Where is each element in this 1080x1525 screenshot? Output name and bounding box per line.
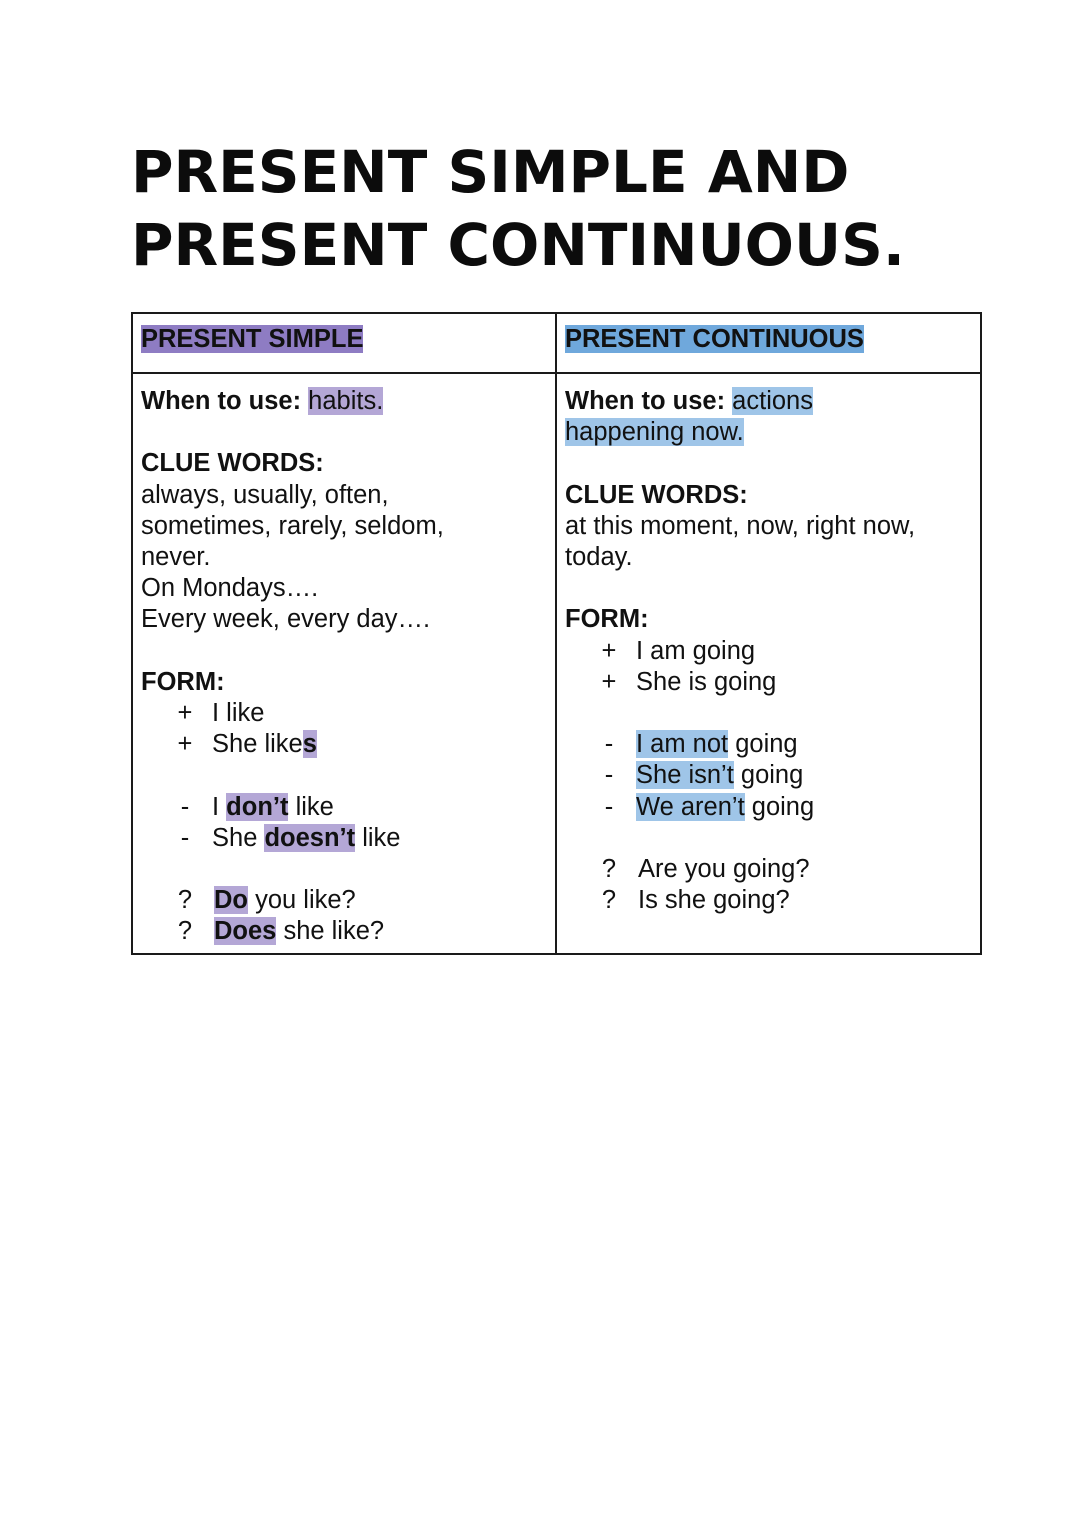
question-mark: ? <box>177 886 193 915</box>
table-header-row <box>132 313 981 373</box>
simple-when-value: habits. <box>308 387 384 415</box>
minus-mark: - <box>604 730 614 759</box>
simple-when-label: When to use: <box>141 387 302 415</box>
minus-mark: - <box>180 823 190 852</box>
question-mark: ? <box>601 854 617 883</box>
question-mark: ? <box>601 886 617 915</box>
simple-when-to-use <box>141 386 547 417</box>
simple-clue-line: always, usually, often, <box>141 480 389 509</box>
continuous-when-to-use <box>565 386 972 417</box>
continuous-question-item: ? Is she going? <box>565 885 972 916</box>
minus-mark: - <box>604 792 614 821</box>
simple-question-item: ? Does she like? <box>141 916 547 947</box>
simple-positive-item: + She likes <box>141 729 547 760</box>
plus-mark: + <box>601 667 617 696</box>
minus-mark: - <box>604 761 614 790</box>
title-line-2: PRESENT CONTINUOUS. <box>131 211 905 279</box>
simple-negative-item: - I don’t like <box>141 792 547 823</box>
header-cell-present-continuous <box>556 313 981 373</box>
continuous-when-label: When to use: <box>565 387 726 415</box>
present-simple-cell <box>132 373 556 954</box>
simple-negative-item: - She doesn’t like <box>141 823 547 854</box>
present-continuous-heading: PRESENT CONTINUOUS <box>565 325 864 353</box>
header-cell-present-simple <box>132 313 556 373</box>
continuous-when-value-cont: happening now. <box>565 418 744 447</box>
continuous-clue-words-label: CLUE WORDS: <box>565 480 748 509</box>
plus-mark: + <box>601 636 617 665</box>
simple-clue-line: sometimes, rarely, seldom, <box>141 511 444 540</box>
title-line-1: PRESENT SIMPLE AND <box>131 138 850 206</box>
simple-question-item: ? Do you like? <box>141 885 547 916</box>
simple-form-label: FORM: <box>141 667 225 696</box>
continuous-clue-line: today. <box>565 543 633 571</box>
present-simple-heading: PRESENT SIMPLE <box>141 325 364 353</box>
spacer <box>141 636 547 667</box>
continuous-negative-item: - She isn’t going <box>565 760 972 791</box>
spacer <box>565 573 972 604</box>
plus-mark: + <box>177 730 193 759</box>
present-continuous-cell <box>556 373 981 954</box>
plus-mark: + <box>177 699 193 727</box>
spacer <box>141 854 547 885</box>
continuous-question-item: ? Are you going? <box>565 854 972 885</box>
spacer <box>141 417 547 448</box>
spacer <box>565 698 972 729</box>
simple-clue-line: Every week, every day…. <box>141 605 431 634</box>
continuous-negative-item: - I am not going <box>565 729 972 760</box>
continuous-clue-line: at this moment, now, right now, <box>565 511 916 540</box>
continuous-positive-item: + I am going <box>565 636 972 667</box>
continuous-when-value: actions <box>732 387 813 415</box>
question-mark: ? <box>177 917 193 946</box>
simple-clue-words-label: CLUE WORDS: <box>141 449 324 478</box>
simple-clue-line: On Mondays…. <box>141 574 319 603</box>
spacer <box>565 823 972 854</box>
continuous-negative-item: - We aren’t going <box>565 792 972 823</box>
table-body-row <box>132 373 981 954</box>
continuous-positive-item: + She is going <box>565 667 972 698</box>
continuous-form-label: FORM: <box>565 605 649 634</box>
spacer <box>565 448 972 479</box>
simple-positive-item: + I like <box>141 698 547 729</box>
minus-mark: - <box>180 792 190 821</box>
spacer <box>141 760 547 791</box>
grammar-table <box>131 312 982 955</box>
page-title <box>131 136 905 282</box>
simple-clue-line: never. <box>141 543 211 571</box>
